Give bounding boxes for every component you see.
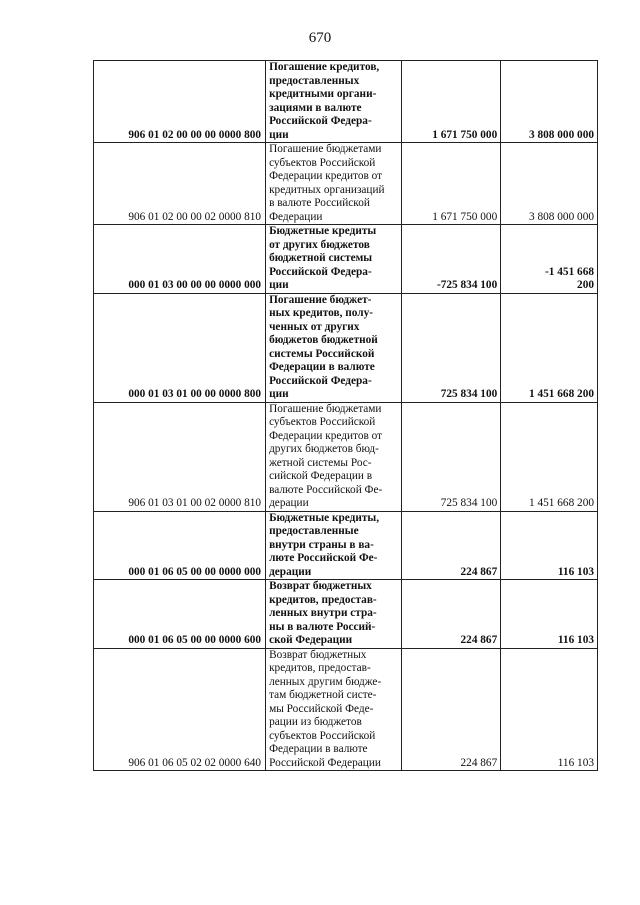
row-name-text: Бюджетные кредиты от других бюджетов бюджетной системы Российской Федера- ции — [269, 225, 377, 291]
row-value-2-text: -1 451 668 200 — [545, 265, 594, 291]
row-code-text: 906 01 02 00 00 00 0000 800 — [128, 128, 262, 141]
row-name — [266, 293, 402, 402]
row-value-2-text: 3 808 000 000 — [529, 210, 594, 223]
row-name-text: Бюджетные кредиты, предоставленные внутри страны в ва- люте Российской Фе- дерации — [269, 511, 380, 578]
row-code-text: 000 01 03 01 00 00 0000 800 — [128, 388, 262, 400]
row-code — [94, 143, 266, 225]
row-value-2 — [501, 143, 598, 225]
row-value-2 — [501, 225, 598, 294]
row-value-2-text: 116 103 — [557, 756, 594, 769]
row-code — [94, 402, 266, 511]
row-name — [266, 225, 402, 294]
table-row — [94, 225, 598, 294]
row-value-1-text: -725 834 100 — [436, 279, 498, 291]
row-value-1-text: 224 867 — [460, 756, 498, 769]
table-row — [94, 293, 598, 402]
row-value-2 — [501, 402, 598, 511]
table-row — [94, 402, 598, 511]
row-code-text: 906 01 02 00 00 02 0000 810 — [128, 210, 262, 223]
row-code-text: 906 01 03 01 00 02 0000 810 — [128, 497, 262, 509]
row-name — [266, 511, 402, 580]
row-value-2 — [501, 648, 598, 771]
row-value-2-text: 116 103 — [557, 565, 594, 578]
row-code — [94, 648, 266, 771]
page-number: 670 — [308, 30, 332, 46]
row-code — [94, 511, 266, 580]
row-value-1-text: 224 867 — [460, 634, 498, 646]
row-value-2-text: 3 808 000 000 — [529, 128, 594, 141]
row-value-2 — [501, 511, 598, 580]
table-body — [94, 61, 598, 771]
row-value-1 — [402, 648, 501, 771]
row-value-1-text: 725 834 100 — [440, 497, 498, 509]
table-row — [94, 511, 598, 580]
row-code — [94, 580, 266, 649]
table-row — [94, 580, 598, 649]
row-value-1-text: 1 671 750 000 — [432, 128, 498, 141]
budget-table — [93, 60, 598, 771]
row-value-1 — [402, 402, 501, 511]
row-code — [94, 61, 266, 143]
row-code-text: 000 01 03 00 00 00 0000 000 — [128, 279, 262, 291]
row-code-text: 906 01 06 05 02 02 0000 640 — [128, 756, 262, 769]
row-name-text: Погашение бюджетами субъектов Российской Федерации кредитов от кредитных организаций в валюте Российской Федерации — [269, 143, 385, 223]
row-name-text: Возврат бюджетных кредитов, предостав- ленных другим бюдже- там бюджетной систе- мы Российской Феде- рации из бюджетов субъектов Российской Федерации в валюте Российской Федерации — [269, 648, 382, 769]
row-value-2 — [501, 293, 598, 402]
row-code-text: 000 01 06 05 00 00 0000 000 — [128, 565, 262, 578]
table-row — [94, 61, 598, 143]
row-value-1 — [402, 225, 501, 294]
row-name — [266, 648, 402, 771]
row-code — [94, 293, 266, 402]
row-name — [266, 580, 402, 649]
row-value-1 — [402, 293, 501, 402]
row-value-1 — [402, 61, 501, 143]
row-code-text: 000 01 06 05 00 00 0000 600 — [128, 634, 262, 646]
row-value-1-text: 224 867 — [460, 565, 498, 578]
table-row — [94, 648, 598, 771]
row-value-1-text: 1 671 750 000 — [432, 210, 498, 223]
row-name — [266, 61, 402, 143]
row-value-2-text: 1 451 668 200 — [529, 497, 594, 509]
row-value-1 — [402, 143, 501, 225]
row-value-1-text: 725 834 100 — [440, 388, 498, 400]
row-value-1 — [402, 580, 501, 649]
row-name-text: Погашение бюджет- ных кредитов, полу- ченных от других бюджетов бюджетной системы Российской Федерации в валюте Российской Федера- ции — [269, 293, 378, 400]
row-value-2 — [501, 61, 598, 143]
row-value-1 — [402, 511, 501, 580]
row-value-2-text: 116 103 — [557, 634, 594, 646]
row-name-text: Возврат бюджетных кредитов, предостав- ленных внутри стра- ны в валюте Россий- ской Федерации — [269, 580, 377, 646]
row-value-2 — [501, 580, 598, 649]
table-row — [94, 143, 598, 225]
row-name-text: Погашение бюджетами субъектов Российской Федерации кредитов от других бюджетов бюд- жетной системы Рос- сийской Федерации в валюте Российской Фе- дерации — [269, 402, 383, 509]
row-name — [266, 143, 402, 225]
row-value-2-text: 1 451 668 200 — [529, 388, 594, 400]
row-code — [94, 225, 266, 294]
row-name — [266, 402, 402, 511]
row-name-text: Погашение кредитов, предоставленных кредитными органи- зациями в валюте Российской Федера- ции — [269, 61, 380, 141]
